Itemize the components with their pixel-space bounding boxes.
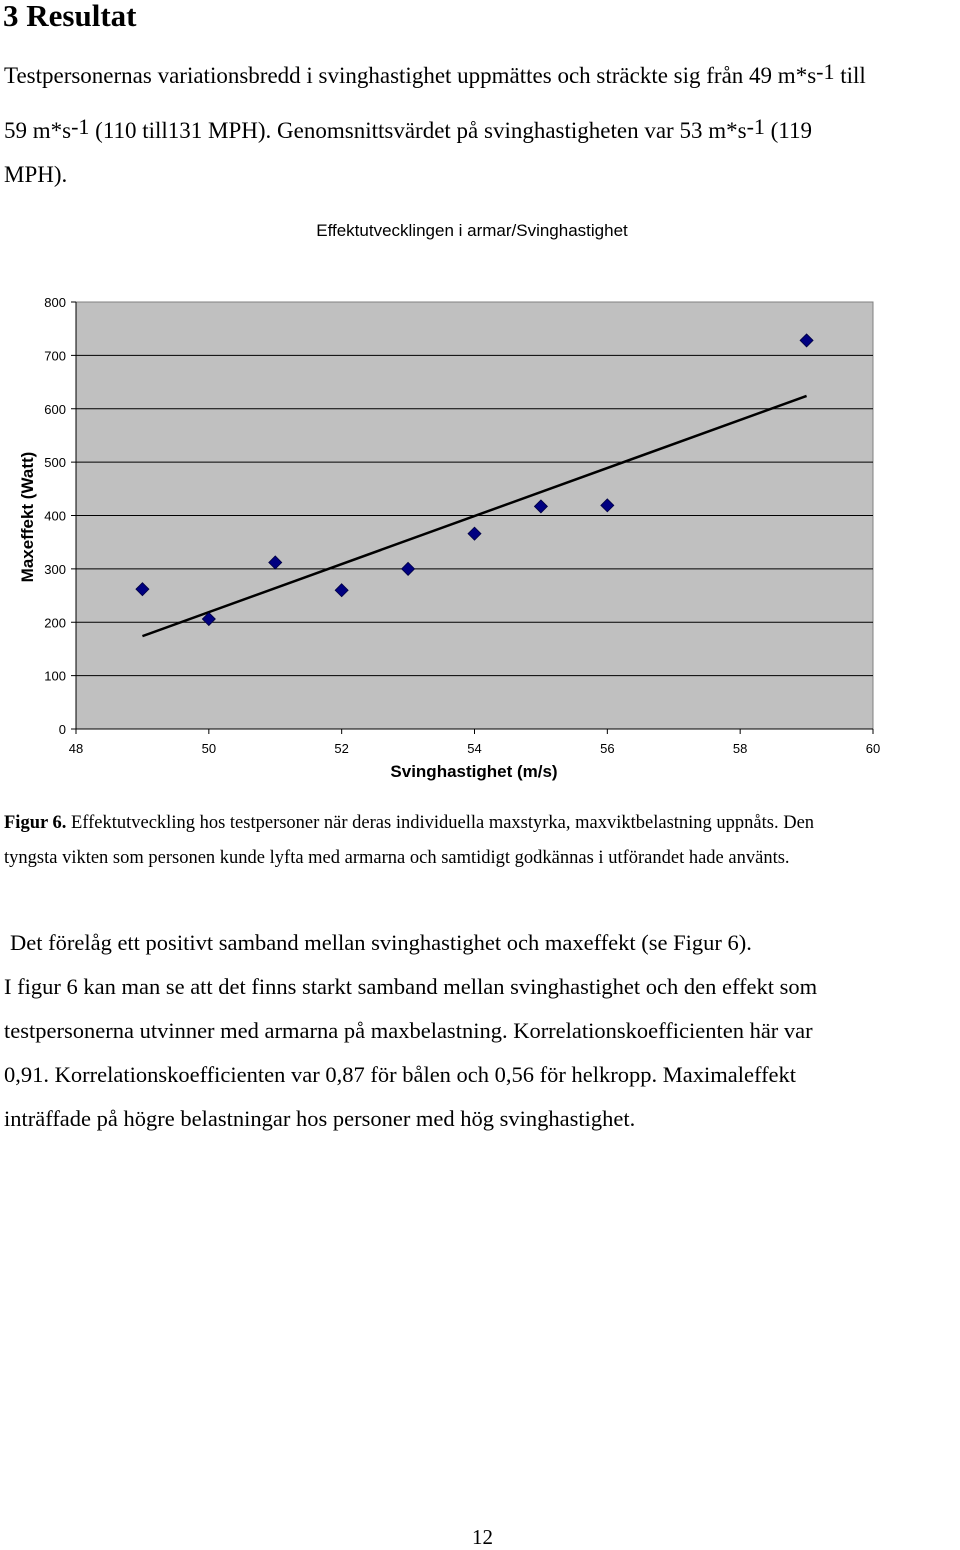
- x-tick-label: 60: [865, 741, 881, 756]
- y-tick-label: 400: [44, 508, 66, 524]
- y-tick-label: 300: [44, 561, 66, 577]
- y-tick-label: 0: [58, 722, 66, 737]
- y-tick-label: 100: [44, 668, 66, 684]
- figure-caption-line-2: tyngsta vikten som personen kunde lyfta med armarna och samtidigt godkännas i utförandet hade använts.: [4, 848, 790, 868]
- intro-text: (110 till131 MPH). Genomsnittsvärdet på svinghastigheten var 53 m*s: [89, 118, 747, 143]
- body-line-4: 0,91. Korrelationskoefficienten var 0,87 för bålen och 0,56 för helkropp. Maximaleffekt: [4, 1062, 797, 1087]
- page-number: 12: [472, 1525, 493, 1549]
- y-tick-label: 600: [44, 401, 66, 417]
- x-tick-label: 58: [732, 741, 748, 756]
- scatter-chart: [0, 200, 960, 790]
- y-tick-label: 700: [44, 348, 66, 364]
- intro-text: 59 m*s: [4, 118, 72, 143]
- figure-label: Figur 6.: [4, 813, 67, 833]
- body-line-5: inträffade på högre belastningar hos personer med hög svinghastighet.: [4, 1106, 636, 1131]
- x-tick-label: 52: [334, 741, 349, 756]
- intro-line-1: [4, 59, 866, 89]
- y-tick-label: 500: [44, 455, 66, 471]
- x-axis-label: Svinghastighet (m/s): [390, 762, 558, 781]
- intro-line-3: MPH).: [4, 162, 68, 187]
- intro-text: till: [834, 63, 866, 88]
- y-tick-label: 800: [44, 295, 66, 310]
- body-line-1: Det förelåg ett positivt samband mellan svinghastighet och maxeffekt (se Figur 6).: [10, 930, 752, 955]
- section-heading: 3 Resultat: [3, 0, 137, 33]
- exponent: -1: [746, 114, 765, 139]
- intro-text: (119: [764, 118, 812, 143]
- x-tick-label: 56: [600, 741, 615, 756]
- intro-text: Testpersonernas variationsbredd i svinghastighet uppmättes och sträckte sig från 49 m*s: [4, 63, 817, 88]
- x-tick-label: 54: [467, 741, 482, 756]
- x-tick-label: 50: [201, 741, 217, 756]
- intro-line-2: [4, 114, 812, 144]
- y-axis-label: Maxeffekt (Watt): [18, 451, 37, 583]
- caption-text: Effektutveckling hos testpersoner när deras individuella maxstyrka, maxviktbelastning uppnåts. Den: [66, 813, 815, 833]
- figure-caption-line-1: [4, 813, 814, 834]
- exponent: -1: [71, 114, 90, 139]
- y-tick-label: 200: [44, 615, 66, 631]
- chart-title: Effektutvecklingen i armar/Svinghastighet: [316, 221, 628, 240]
- body-line-3: testpersonerna utvinner med armarna på maxbelastning. Korrelationskoefficienten här var: [4, 1018, 813, 1043]
- body-line-2: I figur 6 kan man se att det finns starkt samband mellan svinghastighet och den effekt som: [4, 974, 818, 999]
- x-tick-label: 48: [68, 741, 84, 756]
- exponent: -1: [816, 59, 835, 84]
